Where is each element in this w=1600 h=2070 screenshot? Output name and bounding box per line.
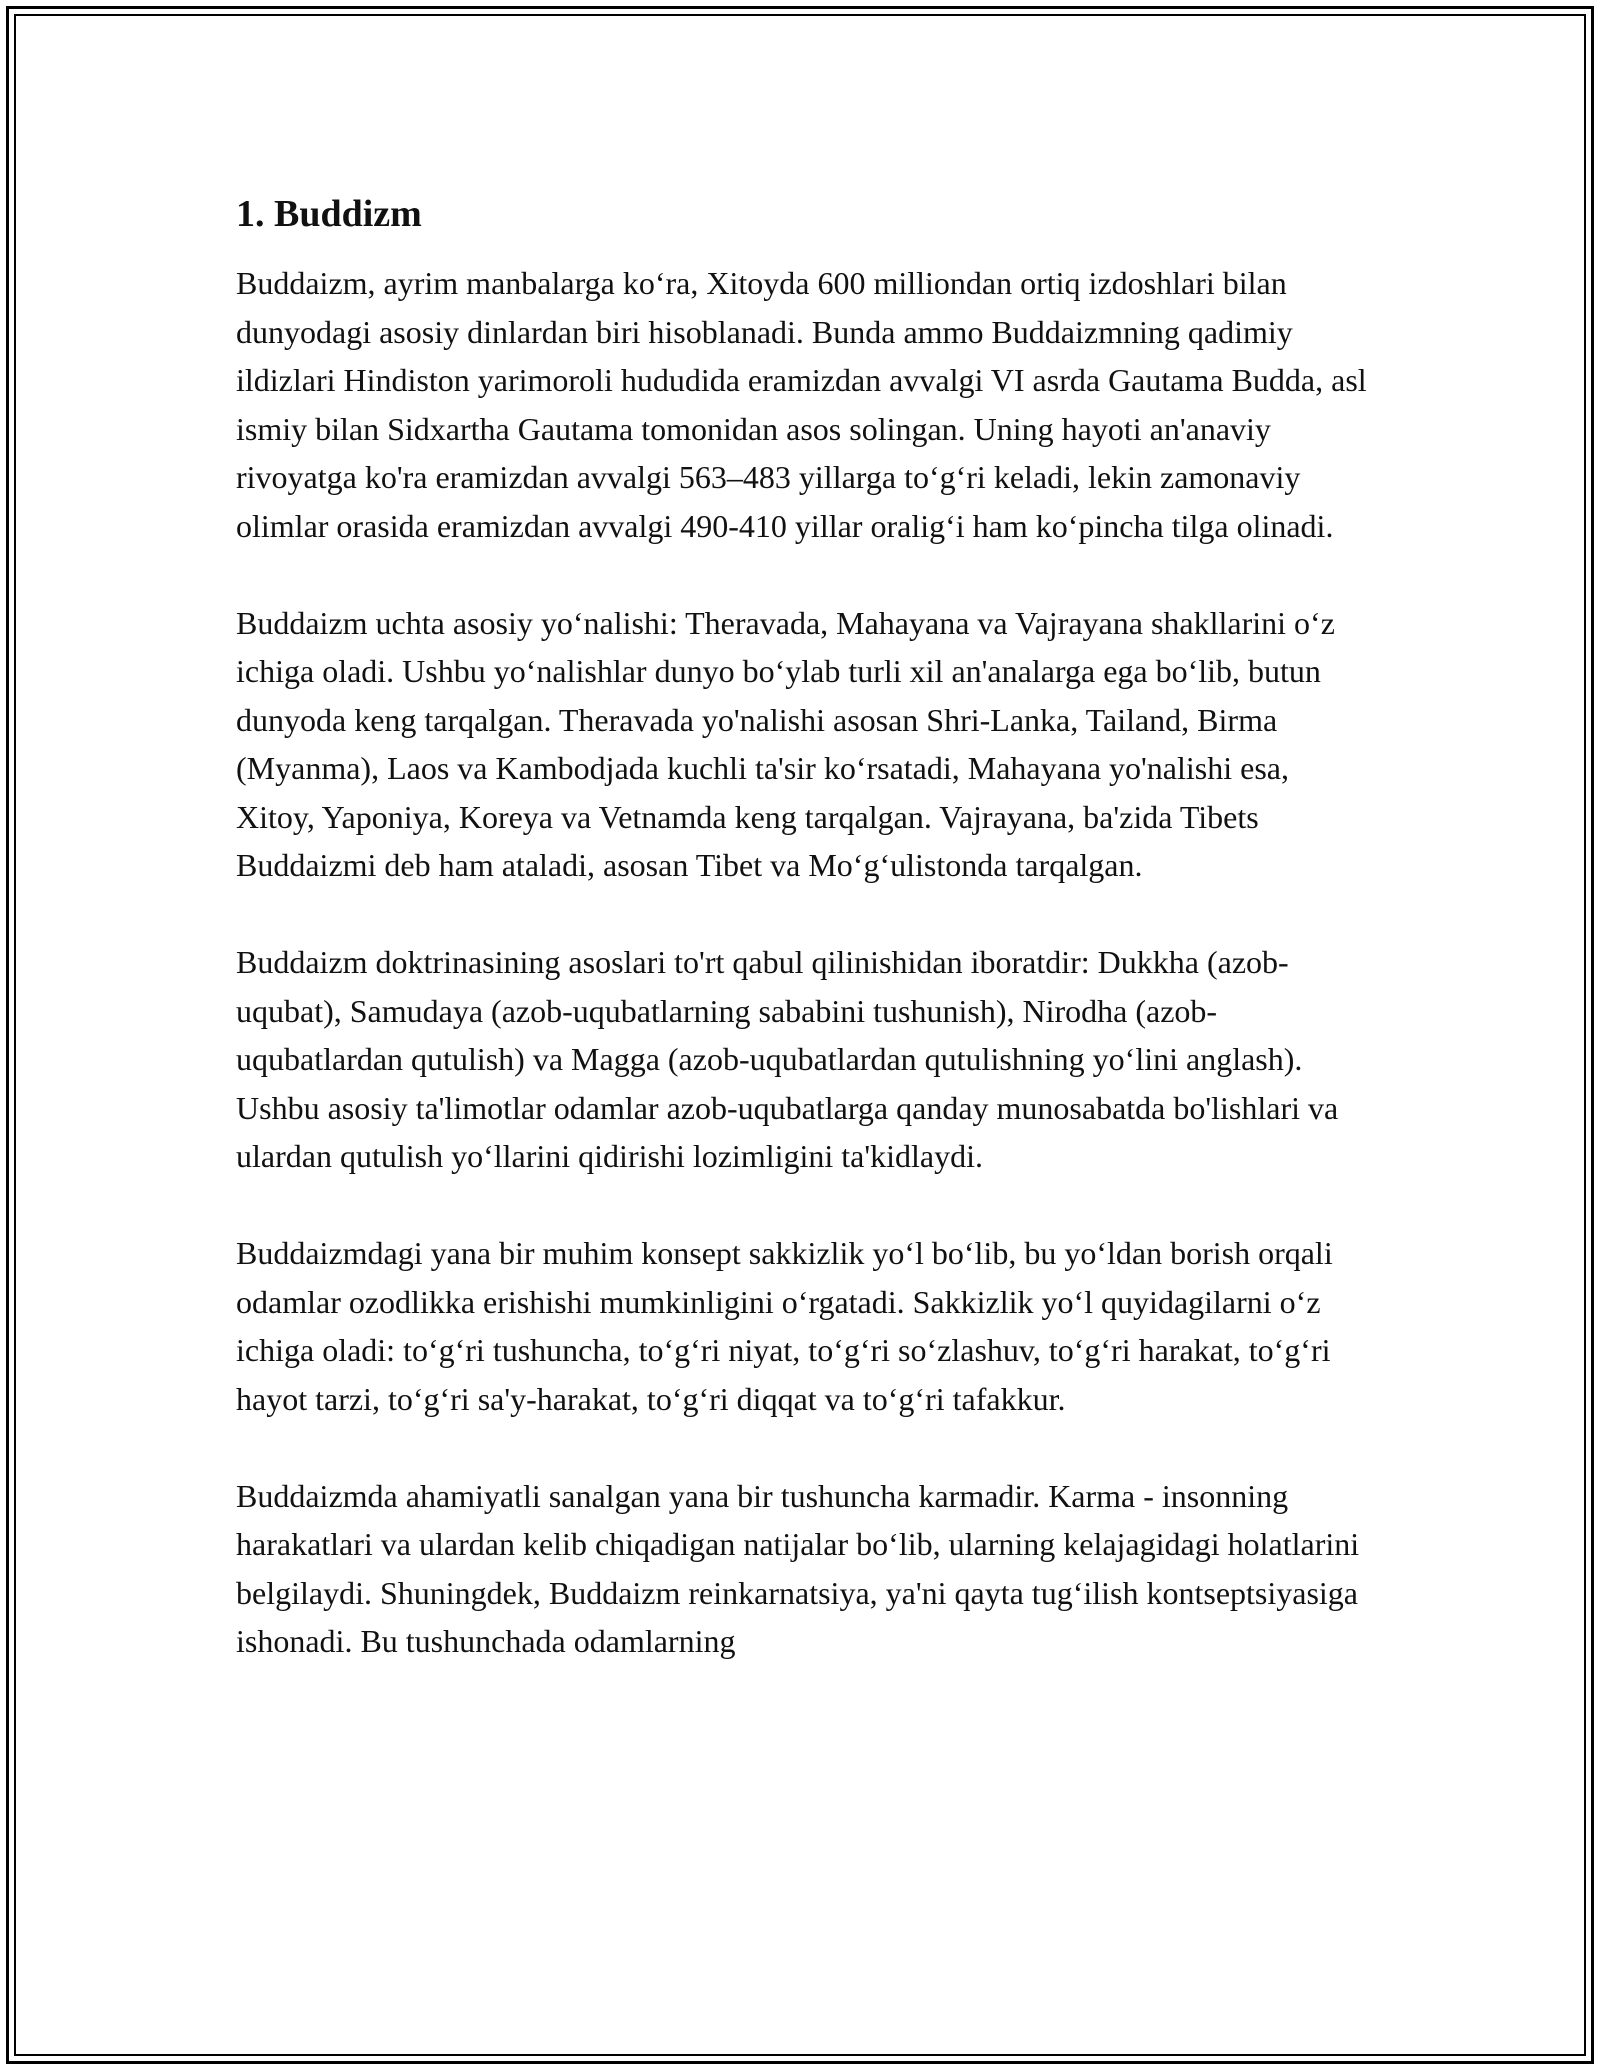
paragraph-2: Buddaizm uchta asosiy yo‘nalishi: Theravada, Mahayana va Vajrayana shakllarini o‘z ichiga oladi. Ushbu yo‘nalishlar dunyo bo‘ylab turli xil an'analarga ega bo‘lib, butun dunyoda keng tarqalgan. Theravada yo'nalishi asosan Shri-Lanka, Tailand, Birma (Myanma), Laos va Kambodjada kuchli ta'sir ko‘rsatadi, Mahayana yo'nalishi esa, Xitoy, Yaponiya, Koreya va Vetnamda keng tarqalgan. Vajrayana, ba'zida Tibets Buddaizmi deb ham ataladi, asosan Tibet va Mo‘g‘ulistonda tarqalgan. [236,604,1335,883]
section-heading: 1. Buddizm [236,193,422,235]
paragraph-1: Buddaizm, ayrim manbalarga ko‘ra, Xitoyda 600 milliondan ortiq izdoshlari bilan dunyodagi asosiy dinlardan biri hisoblanadi. Bunda ammo Buddaizmning qadimiy ildizlari Hindiston yarimoroli hududida eramizdan avvalgi VI asrda Gautama Budda, asl ismiy bilan Sidxartha Gautama tomonidan asos solingan. Uning hayoti an'anaviy rivoyatga ko'ra eramizdan avvalgi 563–483 yillarga to‘g‘ri keladi, lekin zamonaviy olimlar orasida eramizdan avvalgi 490-410 yillar oralig‘i ham ko‘pincha tilga olinadi. [236,265,1367,544]
paragraph-3: Buddaizm doktrinasining asoslari to'rt qabul qilinishidan iboratdir: Dukkha (azob-uqubat), Samudaya (azob-uqubatlarning sababini tushunish), Nirodha (azob-uqubatlardan qutulish) va Magga (azob-uqubatlardan qutulishning yo‘lini anglash). Ushbu asosiy ta'limotlar odamlar azob-uqubatlarga qanday munosabatda bo'lishlari va ulardan qutulish yo‘llarini qidirishi lozimligini ta'kidlaydi. [236,944,1339,1174]
paragraph-4: Buddaizmdagi yana bir muhim konsept sakkizlik yo‘l bo‘lib, bu yo‘ldan borish orqali odamlar ozodlikka erishishi mumkinligini o‘rgatadi. Sakkizlik yo‘l quyidagilarni o‘z ichiga oladi: to‘g‘ri tushuncha, to‘g‘ri niyat, to‘g‘ri so‘zlashuv, to‘g‘ri harakat, to‘g‘ri hayot tarzi, to‘g‘ri sa'y-harakat, to‘g‘ri diqqat va to‘g‘ri tafakkur. [236,1235,1333,1417]
paragraph-5: Buddaizmda ahamiyatli sanalgan yana bir tushuncha karmadir. Karma - insonning harakatlari va ulardan kelib chiqadigan natijalar bo‘lib, ularning kelajagidagi holatlarini belgilaydi. Shuningdek, Buddaizm reinkarnatsiya, ya'ni qayta tug‘ilish kontseptsiyasiga ishonadi. Bu tushunchada odamlarning [236,1477,1360,1659]
document-body [236,188,1368,1666]
